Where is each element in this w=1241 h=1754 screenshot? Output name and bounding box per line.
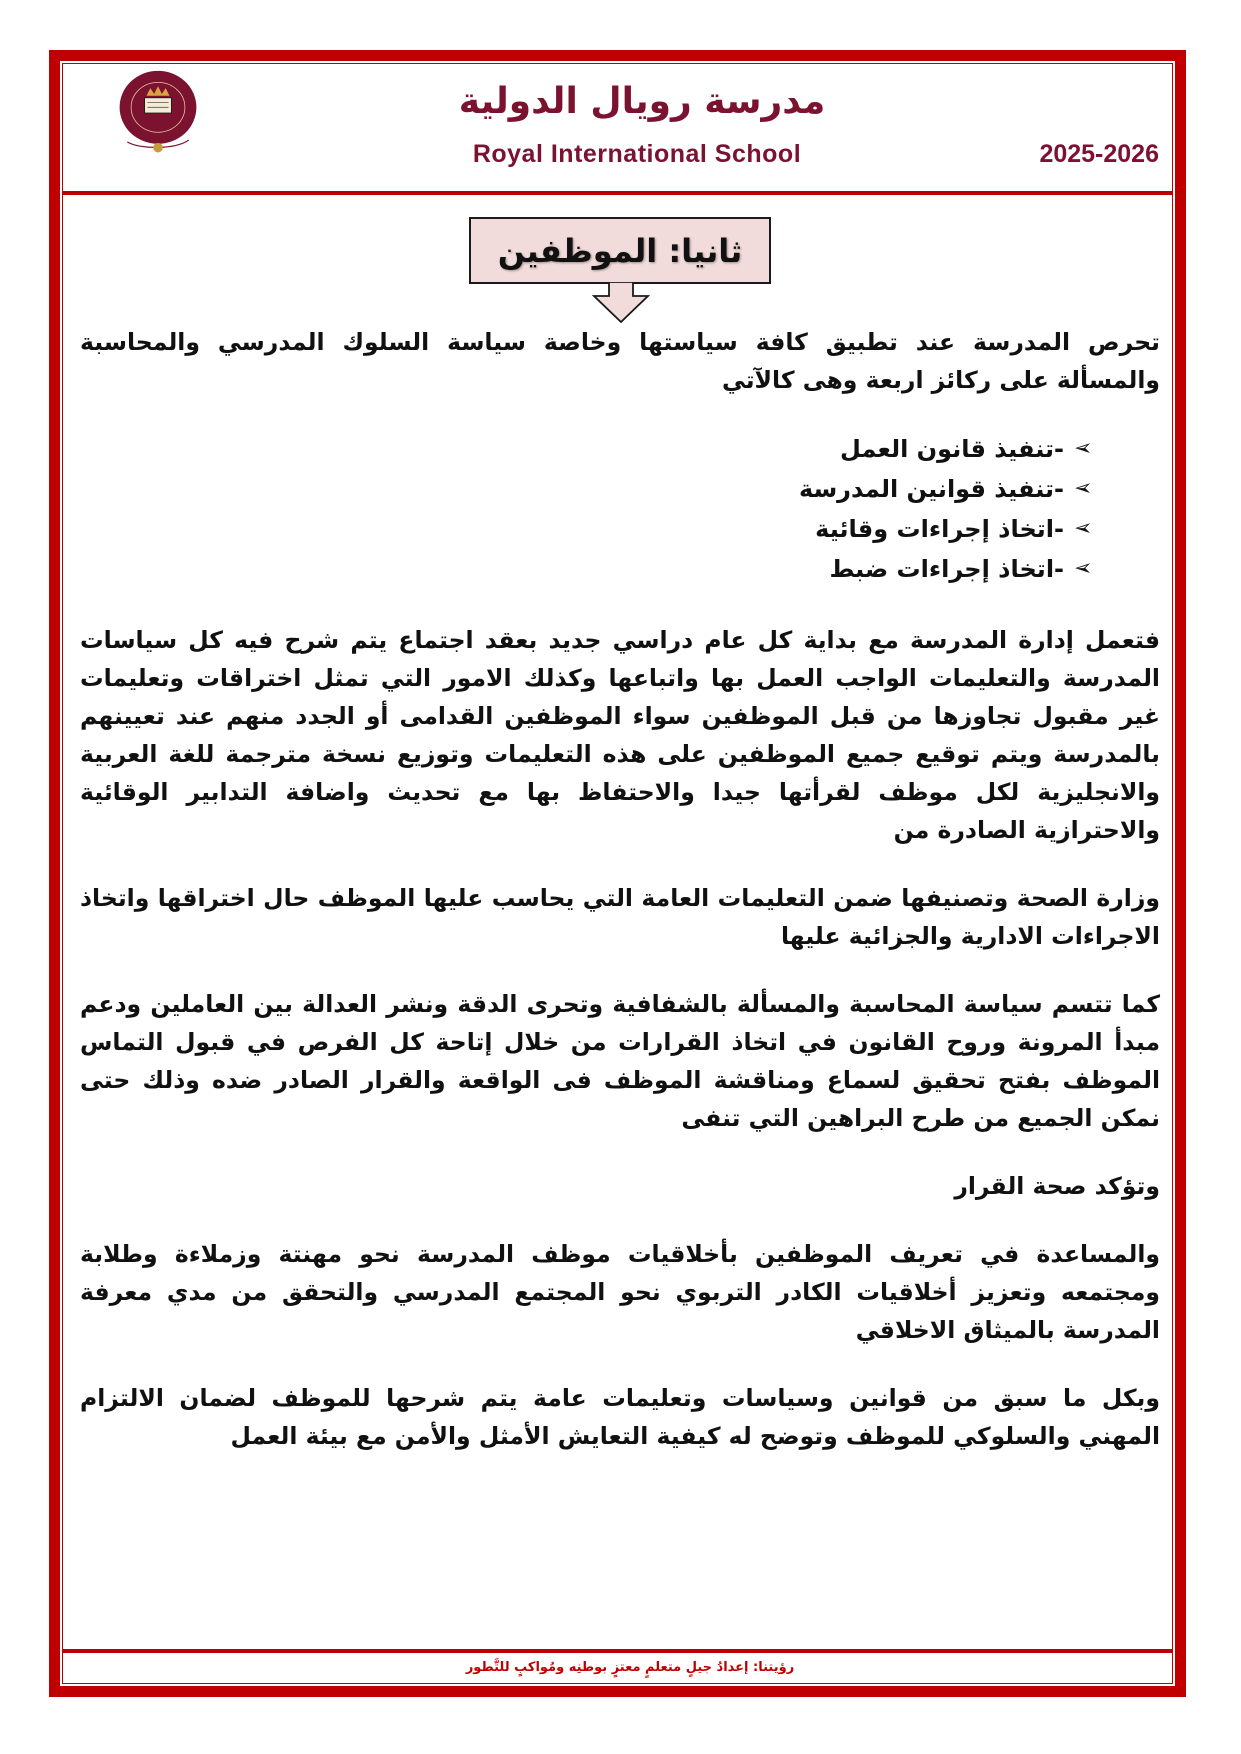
arrowhead-bullet-icon: ➢ (1074, 476, 1093, 501)
paragraph-annual-meeting: فتعمل إدارة المدرسة مع بداية كل عام دراسي جديد بعقد اجتماع يتم شرح فيه كل سياسات المدرسة والتعليمات الواجب العمل بها واتباعها وكذلك الامور التي تمثل اختراقات وتعليمات غير مقبول تجاوزها من قبل الموظفين سواء الموظفين القدامى أو الجدد منهم عند تعيينهم بالمدرسة ويتم توقيع جميع الموظفين على هذه التعليمات وتوزيع نسخة مترجمة للغة العربية والانجليزية لكل موظف لقرأتها جيدا والاحتفاظ بها مع تحديث واضافة التدابير الوقائية والاحترازية الصادرة من (80, 626, 1160, 844)
page-header (62, 63, 1173, 189)
pillar-item (80, 469, 1098, 509)
document-body (80, 323, 1160, 1485)
section-title: ثانيا: الموظفين (469, 217, 771, 284)
arrowhead-bullet-icon: ➢ (1074, 556, 1093, 581)
arrowhead-bullet-icon: ➢ (1074, 516, 1093, 541)
footer-divider (62, 1649, 1173, 1653)
pillar-item (80, 549, 1098, 589)
pillar-label: -اتخاذ إجراءات ضبط (829, 555, 1064, 583)
footer-vision: رؤيتنا: إعدادُ جيلٍ متعلمٍ معتزٍ بوطنِه ومُواكبٍ للتَّطور (465, 1660, 795, 1675)
school-name-english: Royal International School (472, 140, 802, 168)
school-logo-crown-book-icon (110, 67, 206, 163)
pillar-label: -تنفيذ قانون العمل (840, 435, 1064, 463)
school-name-arabic: مدرسة رويال الدولية (458, 81, 826, 122)
pillar-item (80, 429, 1098, 469)
paragraph-ministry-health: وزارة الصحة وتصنيفها ضمن التعليمات العامة التي يحاسب عليها الموظف حال اختراقها واتخاذ الاجراءات الادارية والجزائية عليها (80, 884, 1160, 950)
paragraph-ethics: والمساعدة في تعريف الموظفين بأخلاقيات موظف المدرسة نحو مهنتة وزملاءة وطلابة ومجتمعه وتعزيز أخلاقيات الكادر التربوي نحو المجتمع المدرسي والتحقق من مدي معرفة المدرسة بالميثاق الاخلاقي (80, 1240, 1160, 1344)
paragraph-commitment: وبكل ما سبق من قوانين وسياسات وتعليمات عامة يتم شرحها للموظف لضمان الالتزام المهني والسلوكي للموظف وتوضح له كيفية التعايش الأمثل والأمن مع بيئة العمل (80, 1384, 1160, 1450)
header-divider (62, 191, 1173, 195)
pillars-list (80, 429, 1160, 589)
paragraph-accountability-policy: كما تتسم سياسة المحاسبة والمسألة بالشفافية وتحرى الدقة ونشر العدالة بين العاملين ودعم مبدأ المرونة وروح القانون في اتخاذ القرارات من خلال إتاحة كل الفرص في قبول التماس الموظف بفتح تحقيق لسماع ومناقشة الموظف فى الواقعة والقرار الصادر ضده وذلك حتى نمكن الجميع من طرح البراهين التي تنفى (80, 990, 1160, 1132)
paragraph-decision-confirmation: وتؤكد صحة القرار (954, 1172, 1160, 1200)
arrowhead-bullet-icon: ➢ (1074, 436, 1093, 461)
pillar-label: -اتخاذ إجراءات وقائية (815, 515, 1064, 543)
academic-year: 2025-2026 (1039, 140, 1159, 168)
intro-paragraph: تحرص المدرسة عند تطبيق كافة سياستها وخاصة سياسة السلوك المدرسي والمحاسبة والمسألة على ركائز اربعة وهى كالآتي (80, 328, 1160, 394)
pillar-label: -تنفيذ قوانين المدرسة (799, 475, 1064, 503)
pillar-item (80, 509, 1098, 549)
down-arrow-callout-icon (592, 282, 650, 324)
